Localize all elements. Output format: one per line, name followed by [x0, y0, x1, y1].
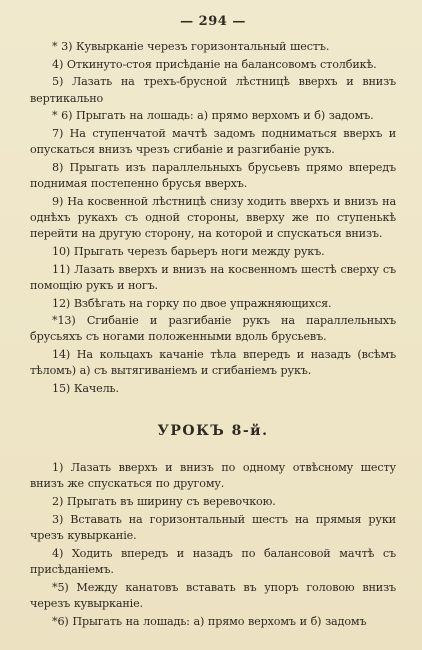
exercise-item: *13) Сгибаніе и разгибаніе рукъ на параллельныхъ брусьяхъ съ ногами положенными вдоль брусьевъ.	[30, 314, 396, 344]
exercise-list-lesson-7	[30, 39, 396, 397]
exercise-item: 12) Взбѣгать на горку по двое упражняющихся.	[52, 296, 332, 310]
exercise-item: 4) Откинуто-стоя присѣданіе на балансовомъ столбикѣ.	[52, 57, 377, 71]
exercise-item: 10) Прыгать черезъ барьеръ ноги между рукъ.	[52, 244, 325, 258]
exercise-item: 15) Качель.	[52, 382, 119, 396]
exercise-list-lesson-8	[30, 460, 396, 630]
exercise-item: * 6) Прыгать на лошадь: а) прямо верхомъ и б) задомъ.	[52, 109, 374, 123]
exercise-item: 9) На косвенной лѣстницѣ снизу ходить вверхъ и внизъ на однѣхъ рукахъ съ одной стороны, вверху же по ступенькѣ перейти на другую сторону, на которой и спускаться внизъ.	[30, 194, 396, 241]
exercise-item: 2) Прыгать въ ширину съ веревочкою.	[52, 495, 276, 509]
exercise-item: 14) На кольцахъ качаніе тѣла впередъ и назадъ (всѣмъ тѣломъ) а) съ вытягиваніемъ и сгибаніемъ рукъ.	[30, 348, 396, 378]
exercise-item: * 3) Кувырканіе черезъ горизонтальный шестъ.	[52, 40, 330, 53]
exercise-item: 3) Вставать на горизонтальный шестъ на прямыя руки чрезъ кувырканіе.	[30, 512, 396, 543]
exercise-item: 7) На ступенчатой мачтѣ задомъ подниматься вверхъ и опускаться внизъ чрезъ сгибаніе и разгибаніе рукъ.	[30, 127, 396, 157]
exercise-item: *6) Прыгать на лошадь: а) прямо верхомъ и б) задомъ	[52, 614, 367, 628]
exercise-item: *5) Между канатовъ вставать въ упоръ головою внизъ черезъ кувырканіе.	[30, 580, 396, 610]
page-number: — 294 —	[180, 14, 246, 29]
exercise-item: 11) Лазать вверхъ и внизъ на косвенномъ шестѣ сверху съ помощію рукъ и ногъ.	[30, 262, 396, 292]
exercise-item: 4) Ходить впередъ и назадъ по балансовой мачтѣ съ присѣданіемъ.	[30, 546, 396, 576]
lesson-heading: УРОКЪ 8-й.	[157, 423, 269, 440]
exercise-item: 8) Прыгать изъ параллельныхъ брусьевъ прямо впередъ поднимая постепенно брусья вверхъ.	[30, 160, 396, 191]
exercise-item: 1) Лазать вверхъ и внизъ по одному отвѣсному шесту внизъ же спускаться по другому.	[30, 461, 396, 491]
exercise-item: 5) Лазать на трехъ-брусной лѣстницѣ вверхъ и внизъ вертикально	[30, 75, 396, 105]
